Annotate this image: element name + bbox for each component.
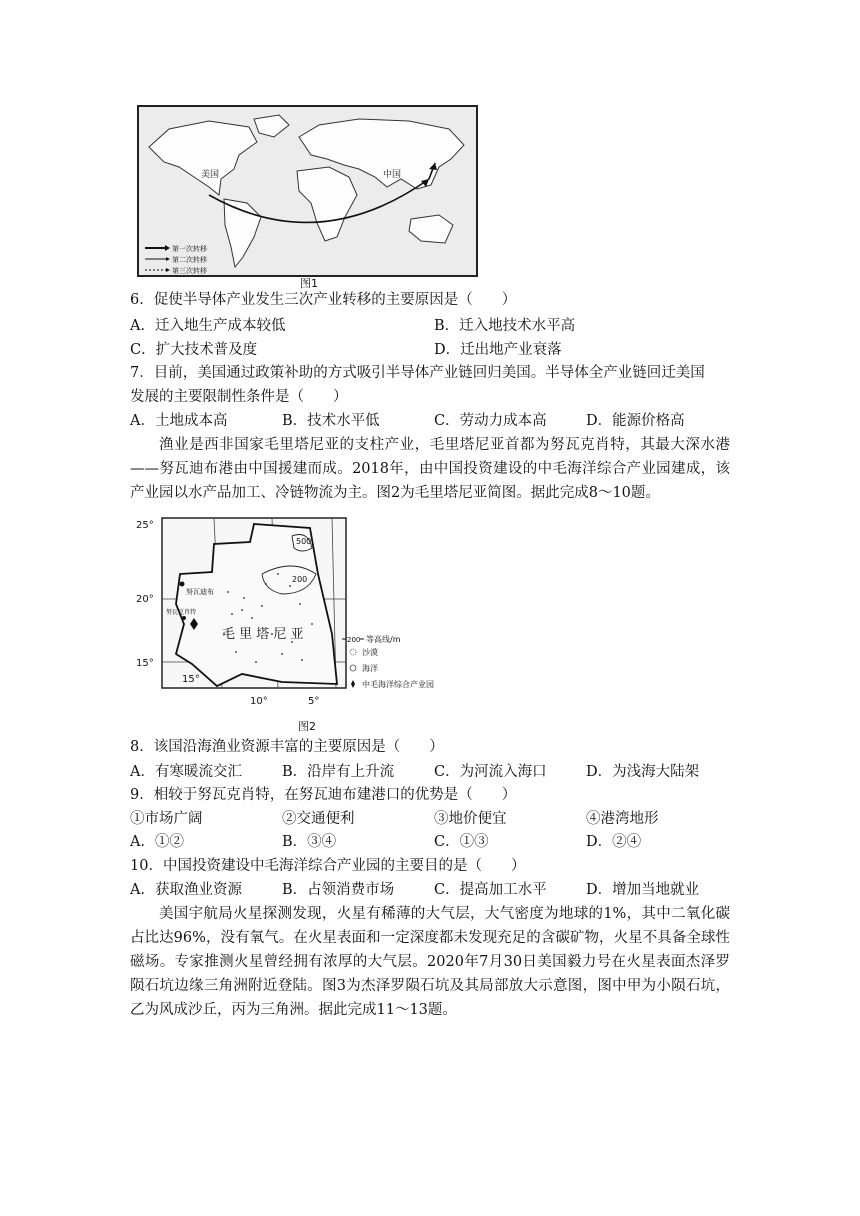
figure1-world-map bbox=[137, 105, 478, 277]
legend-ocean: 海洋 bbox=[362, 664, 378, 673]
q9-item-1: ①市场广阔 bbox=[130, 811, 203, 827]
q6-stem: 6．促使半导体产业发生三次产业转移的主要原因是（ ） bbox=[130, 292, 517, 308]
legend-contour: 等高线/m bbox=[366, 635, 401, 644]
q6-option-a: A．迁入地生产成本较低 bbox=[130, 318, 286, 334]
legend-desert: 沙漠 bbox=[362, 648, 378, 657]
q7-option-d: D．能源价格高 bbox=[586, 413, 685, 429]
q6-option-c: C．扩大技术普及度 bbox=[130, 342, 258, 358]
q9-option-a: A．①② bbox=[130, 834, 184, 850]
lat-label-25: 25° bbox=[136, 520, 154, 531]
q10-option-d: D．增加当地就业 bbox=[586, 882, 700, 898]
q8-option-c: C．为河流入海口 bbox=[434, 764, 547, 780]
q9-item-2: ②交通便利 bbox=[282, 811, 355, 827]
lat-label-20: 20° bbox=[136, 594, 154, 605]
q8-option-d: D．为浅海大陆架 bbox=[586, 764, 700, 780]
figure2-caption: 图2 bbox=[298, 720, 316, 733]
figure2-legend bbox=[342, 634, 434, 689]
q9-option-d: D．②④ bbox=[586, 834, 642, 850]
q7-option-a: A．土地成本高 bbox=[130, 413, 228, 429]
q10-option-b: B．占领消费市场 bbox=[282, 882, 395, 898]
lat-label-15: 15° bbox=[136, 658, 154, 669]
figure2-mauritania-map bbox=[132, 514, 472, 714]
figure1-legend bbox=[145, 244, 207, 275]
contour-label-500: 500 bbox=[296, 537, 312, 546]
q8-option-b: B．沿岸有上升流 bbox=[282, 764, 395, 780]
label-nouakchott: 努瓦克肖特 bbox=[166, 609, 197, 616]
q8-stem: 8．该国沿海渔业资源丰富的主要原因是（ ） bbox=[130, 739, 444, 755]
nouakchott-dot bbox=[182, 616, 186, 620]
figure1-caption: 图1 bbox=[300, 277, 318, 290]
q10-option-c: C．提高加工水平 bbox=[434, 882, 547, 898]
legend-third-transfer: 第三次转移 bbox=[172, 267, 207, 275]
q9-option-b: B．③④ bbox=[282, 834, 337, 850]
legend-second-transfer: 第二次转移 bbox=[172, 256, 207, 264]
lon-label-10: 10° bbox=[250, 696, 268, 707]
q8-option-a: A．有寒暖流交汇 bbox=[130, 764, 242, 780]
q9-option-c: C．①③ bbox=[434, 834, 489, 850]
q9-stem: 9．相较于努瓦克肖特，在努瓦迪布建港口的优势是（ ） bbox=[130, 787, 517, 803]
world-map-svg bbox=[139, 107, 476, 275]
label-country: 毛 里 塔 尼 亚 bbox=[222, 627, 304, 642]
mauritania-map-svg bbox=[132, 514, 472, 714]
q10-option-a: A．获取渔业资源 bbox=[130, 882, 242, 898]
nouadhibou-dot bbox=[180, 582, 185, 587]
label-nouadhibou: 努瓦迪布 bbox=[186, 588, 214, 596]
q7-option-c: C．劳动力成本高 bbox=[434, 413, 547, 429]
q9-item-4: ④港湾地形 bbox=[586, 811, 659, 827]
passage-mars: 美国宇航局火星探测发现，火星有稀薄的大气层，大气密度为地球的1%，其中二氧化碳占比达96%，没有氧气。在火星表面和一定深度都未发现充足的含碳矿物，火星不具备全球性磁场。专家推测火星曾经拥有浓厚的大气层。2020年7月30日美国毅力号在火星表面杰泽罗陨石坑边缘三角洲附近登陆。图3为杰泽罗陨石坑及其局部放大示意图，图中甲为小陨石坑，乙为风成沙丘，丙为三角洲。据此完成11～13题。 bbox=[130, 906, 730, 1018]
legend-industrial-park: 中毛海洋综合产业园 bbox=[362, 680, 434, 689]
q6-option-d: D．迁出地产业衰落 bbox=[434, 342, 562, 358]
q7-option-b: B．技术水平低 bbox=[282, 413, 380, 429]
q9-item-3: ③地价便宜 bbox=[434, 811, 507, 827]
legend-contour-value: 200 bbox=[347, 636, 361, 644]
q7-stem-line1: 7．目前，美国通过政策补助的方式吸引半导体产业链回归美国。半导体全产业链回迁美国 bbox=[130, 365, 705, 381]
label-china: 中国 bbox=[383, 170, 402, 180]
q10-stem: 10．中国投资建设中毛海洋综合产业园的主要目的是（ ） bbox=[130, 858, 526, 874]
q7-stem-line2: 发展的主要限制性条件是（ ） bbox=[130, 389, 348, 405]
passage-mauritania: 渔业是西非国家毛里塔尼亚的支柱产业，毛里塔尼亚首都为努瓦克肖特，其最大深水港——努瓦迪布港由中国援建而成。2018年，由中国投资建设的中毛海洋综合产业园建成，该产业园以水产品加工、冷链物流为主。图2为毛里塔尼亚简图。据此完成8～10题。 bbox=[130, 437, 730, 501]
lon-label-15: 15° bbox=[182, 674, 200, 685]
q6-option-b: B．迁入地技术水平高 bbox=[434, 318, 576, 334]
label-usa: 美国 bbox=[201, 170, 220, 180]
contour-label-200: 200 bbox=[292, 575, 308, 584]
lon-label-5: 5° bbox=[308, 696, 320, 707]
legend-first-transfer: 第一次转移 bbox=[172, 245, 207, 253]
